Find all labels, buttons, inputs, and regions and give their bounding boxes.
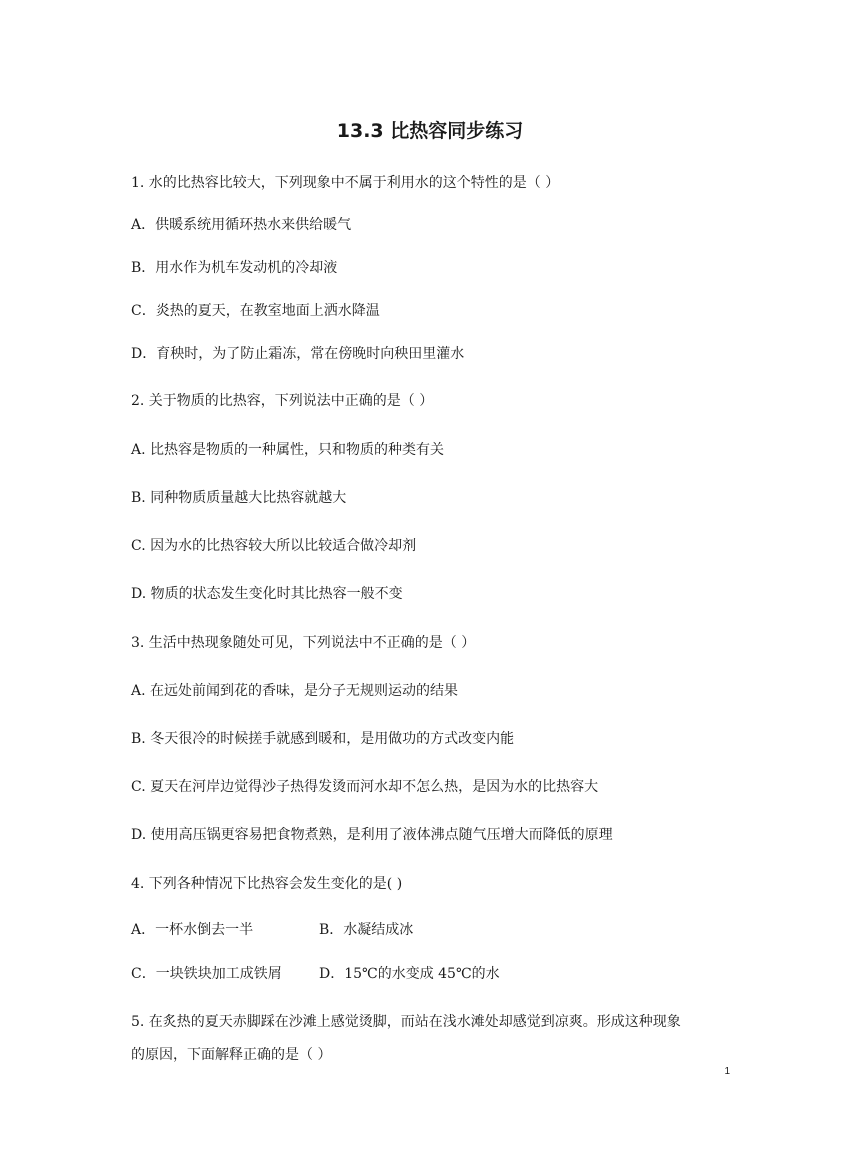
question-1-stem: 1. 水的比热容比较大，下列现象中不属于利用水的这个特性的是（ ） [131,175,560,191]
question-1-option-b: B．用水作为机车发动机的冷却液 [131,260,338,276]
question-3-option-c: C. 夏天在河岸边觉得沙子热得发烫而河水却不怎么热，是因为水的比热容大 [131,779,599,795]
question-1-option-a: A．供暖系统用循环热水来供给暖气 [131,217,352,233]
question-3-stem: 3. 生活中热现象随处可见，下列说法中不正确的是（ ） [131,635,476,651]
question-4-options-row-1 [131,919,413,939]
question-2-option-c: C. 因为水的比热容较大所以比较适合做冷却剂 [131,538,417,554]
question-3-option-d: D. 使用高压锅更容易把食物煮熟，是利用了液体沸点随气压增大而降低的原理 [131,827,613,843]
question-1-option-d: D．育秧时，为了防止霜冻，常在傍晚时向秧田里灌水 [131,346,465,362]
question-2-option-b: B. 同种物质质量越大比热容就越大 [131,490,347,506]
question-3-option-b: B. 冬天很冷的时候搓手就感到暖和，是用做功的方式改变内能 [131,731,515,747]
question-4-option-c: C．一块铁块加工成铁屑 [131,966,282,982]
question-4-option-d: D．15℃的水变成 45℃的水 [319,966,500,982]
question-2-option-a: A. 比热容是物质的一种属性，只和物质的种类有关 [131,442,445,458]
question-1-option-c: C．炎热的夏天，在教室地面上洒水降温 [131,303,380,319]
question-4-stem: 4. 下列各种情况下比热容会发生变化的是( ) [131,876,403,892]
question-4-option-a: A．一杯水倒去一半 [131,922,254,938]
question-3-option-a: A. 在远处前闻到花的香味，是分子无规则运动的结果 [131,683,459,699]
document-title: 13.3 比热容同步练习 [336,120,524,142]
question-5-stem-line-1: 5. 在炙热的夏天赤脚踩在沙滩上感觉烫脚，而站在浅水滩处却感觉到凉爽。形成这种现象 [131,1014,681,1030]
question-2-stem: 2. 关于物质的比热容，下列说法中正确的是（ ） [131,393,434,409]
question-2-option-d: D. 物质的状态发生变化时其比热容一般不变 [131,586,403,602]
question-5-stem-line-2: 的原因，下面解释正确的是（ ） [131,1047,332,1063]
question-4-option-b: B．水凝结成冰 [319,922,414,938]
page-number: 1 [724,1066,730,1077]
question-4-options-row-2 [131,963,500,983]
